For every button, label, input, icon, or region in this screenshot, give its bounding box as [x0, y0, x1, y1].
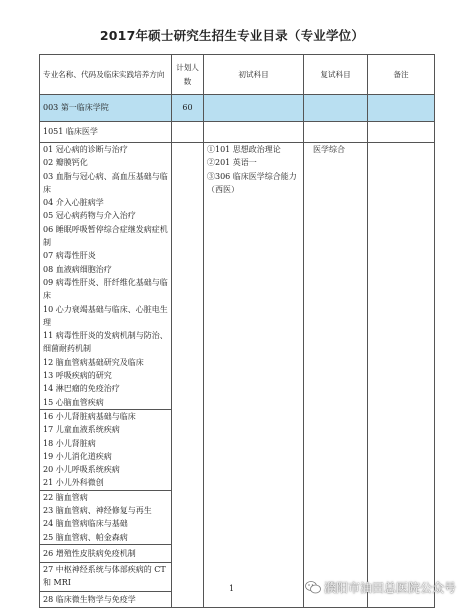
- direction-item: 25 脑血管病、帕金森病: [43, 532, 128, 542]
- retest-cell: [304, 143, 368, 608]
- direction-group-6: [40, 591, 172, 607]
- direction-group-4: [40, 544, 172, 562]
- direction-group-row: [40, 143, 435, 410]
- direction-item: 17 儿童血液系统疾病: [43, 425, 120, 435]
- direction-item: 07 病毒性肝炎: [43, 251, 96, 261]
- header-first-exam: 初试科目: [204, 55, 304, 95]
- direction-item: 13 呼吸疾病的研究: [43, 371, 112, 381]
- direction-item: 04 介入心脏病学: [43, 198, 104, 208]
- direction-group-1: [40, 143, 172, 410]
- major-row: [40, 122, 435, 143]
- direction-item: 06 睡眠呼吸暂停综合症继发病症机制: [43, 224, 168, 248]
- direction-item: 23 脑血管病、神经修复与再生: [43, 506, 152, 516]
- direction-item: 08 血液病细胞治疗: [43, 264, 112, 274]
- watermark-text: 濮阳市油田总医院公众号: [323, 581, 456, 595]
- direction-item: 01 冠心病的诊断与治疗: [43, 145, 128, 154]
- first-exam-subject: ①101 思想政治理论: [207, 145, 281, 154]
- retest-subject: 医学综合: [313, 145, 345, 154]
- direction-item: 19 小儿消化道疾病: [43, 451, 112, 461]
- watermark: [305, 579, 456, 596]
- direction-item: 05 冠心病药物与介入治疗: [43, 211, 136, 221]
- direction-item: 09 病毒性肝炎、肝纤维化基础与临床: [43, 277, 168, 301]
- department-row: [40, 95, 435, 122]
- direction-item: 02 瓣膜钙化: [43, 158, 88, 168]
- department-plan: 60: [172, 95, 204, 122]
- direction-item: 03 血脂与冠心病、高血压基础与临床: [43, 171, 168, 194]
- direction-item: 16 小儿肾脏病基础与临床: [43, 411, 136, 421]
- direction-item: 12 脑血管病基础研究及临床: [43, 357, 144, 367]
- direction-item: 18 小儿肾脏病: [43, 438, 96, 448]
- first-exam-subject: ②201 英语一: [207, 158, 257, 168]
- direction-group-5: [40, 562, 172, 591]
- header-notes: 备注: [368, 55, 435, 95]
- table-header-row: [40, 55, 435, 95]
- direction-item: 26 增殖性皮肤病免疫机制: [43, 548, 136, 558]
- department-name: 003 第一临床学院: [40, 95, 172, 122]
- direction-item: 28 临床微生物学与免疫学: [43, 594, 136, 604]
- direction-item: 11 病毒性肝炎的发病机制与防治、细菌耐药机制: [43, 331, 168, 354]
- direction-item: 14 淋巴瘤的免疫治疗: [43, 384, 120, 394]
- header-retest: 复试科目: [304, 55, 368, 95]
- direction-item: 27 中枢神经系统与体部疾病的 CT 和 MRI: [43, 564, 166, 588]
- direction-item: 21 小儿外科微创: [43, 478, 104, 488]
- first-exam-cell: [204, 143, 304, 608]
- direction-item: 22 脑血管病: [43, 492, 88, 502]
- direction-group-2: [40, 409, 172, 490]
- first-exam-subject: ③306 临床医学综合能力（西医）: [207, 171, 297, 194]
- page-number: 1: [229, 584, 235, 593]
- direction-item: 20 小儿呼吸系统疾病: [43, 465, 120, 475]
- wechat-icon: [305, 581, 321, 594]
- direction-item: 10 心力衰竭基础与临床、心脏电生理: [43, 304, 168, 327]
- program-table: [39, 54, 435, 608]
- direction-item: 24 脑血管病临床与基础: [43, 519, 128, 529]
- major-name: 1051 临床医学: [40, 122, 172, 143]
- direction-group-3: [40, 490, 172, 544]
- header-name: 专业名称、代码及临床实践培养方向: [40, 55, 172, 95]
- direction-item: 15 心脑血管疾病: [43, 397, 104, 407]
- page-title: 2017年硕士研究生招生专业目录（专业学位）: [99, 28, 365, 43]
- header-plan: 计划人数: [172, 55, 204, 95]
